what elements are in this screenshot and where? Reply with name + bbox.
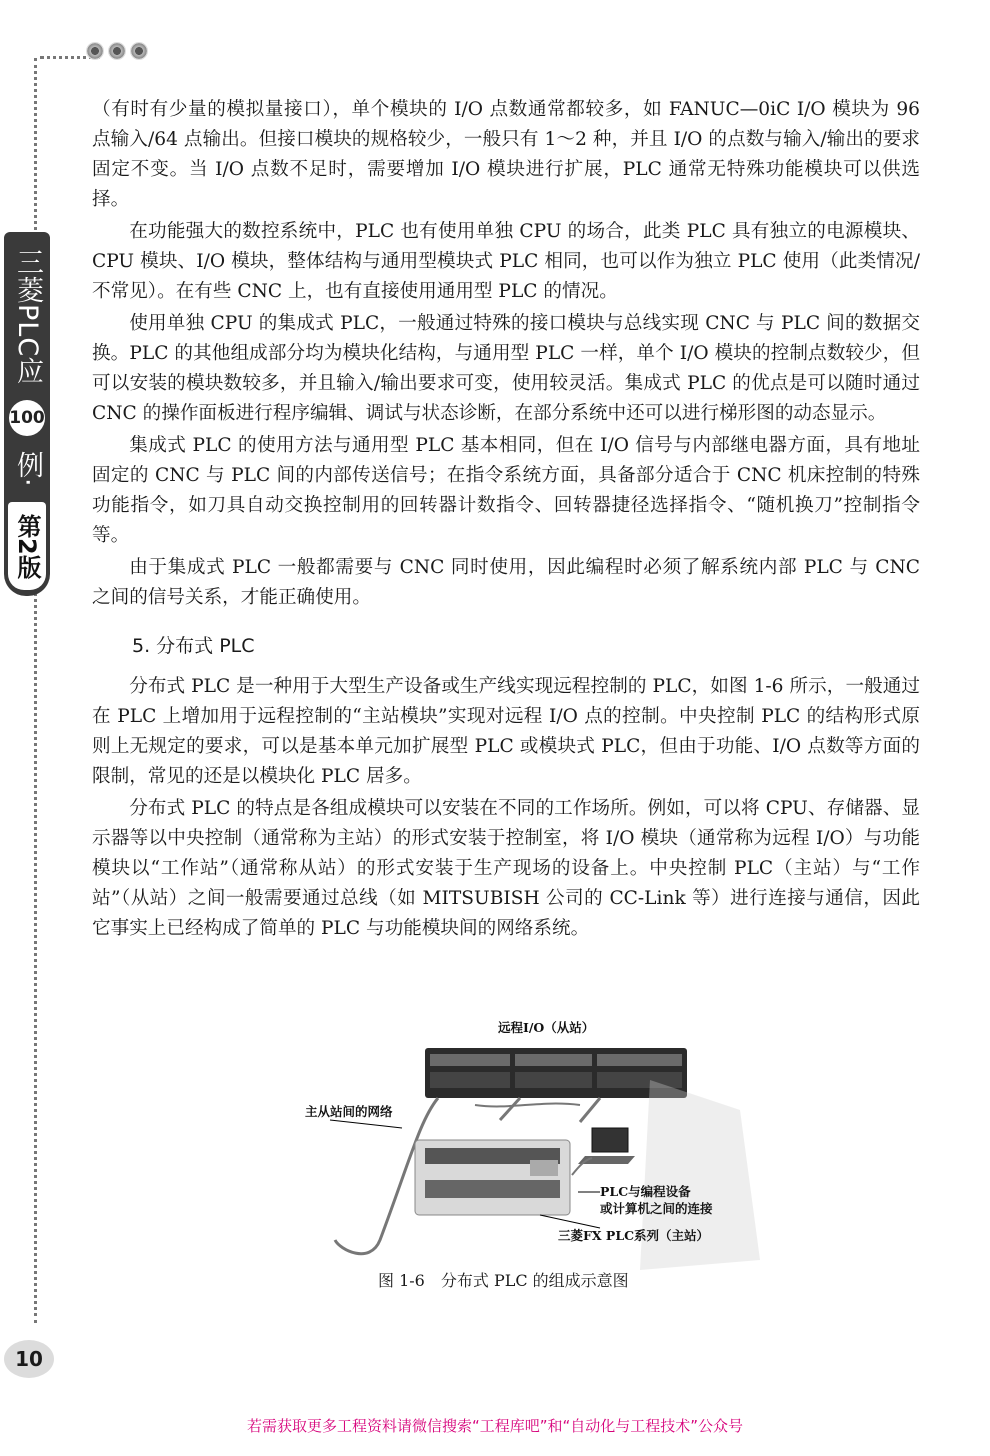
figure-caption: 图 1-6 分布式 PLC 的组成示意图 xyxy=(378,1271,629,1290)
paragraph: 由于集成式 PLC 一般都需要与 CNC 同时使用，因此编程时必须了解系统内部 PLC 与 CNC 之间的信号关系，才能正确使用。 xyxy=(92,557,920,608)
label-network: 主从站间的网络 xyxy=(305,1104,393,1119)
paragraph: 集成式 PLC 的使用方法与通用型 PLC 基本相同，但在 I/O 信号与内部继电器方面，具有地址固定的 CNC 与 PLC 间的内部传送信号；在指令系统方面，具备部分适合于 CNC 机床控制的特殊功能指令，如刀具自动交换控制用的回转器计数指令、回转器捷径选择指令、“随机换刀”控制指令等。 xyxy=(92,435,920,546)
remote-io-module xyxy=(425,1048,520,1098)
figure-distributed-plc xyxy=(180,1010,800,1295)
ornament-flower-icon xyxy=(108,42,126,60)
remote-io-module xyxy=(510,1048,605,1098)
ornament-flower-icon xyxy=(86,42,104,60)
paragraph: 分布式 PLC 是一种用于大型生产设备或生产线实现远程控制的 PLC，如图 1-6 所示，一般通过在 PLC 上增加用于远程控制的“主站模块”实现对远程 I/O 点的控制。中央控制 PLC 的结构形式原则上无规定的要求，可以是基本单元加扩展型 PLC 或模块式 PLC，但由于功能、I/O 点数等方面的限制，常见的还是以模块化 PLC 居多。 xyxy=(92,676,920,787)
paragraph: 在功能强大的数控系统中，PLC 也有使用单独 CPU 的场合，此类 PLC 具有独立的电源模块、CPU 模块、I/O 模块，整体结构与通用型模块式 PLC 相同，也可以作为独立 PLC 使用（此类情况/不常见）。在有些 CNC 上，也有直接使用通用型 PLC 的情况。 xyxy=(92,221,920,302)
footer-note: 若需获取更多工程资料请微信搜索“工程库吧”和“自动化与工程技术”公众号 xyxy=(246,1417,744,1435)
section-heading: 5. 分布式 PLC xyxy=(132,635,255,657)
ornament-flower-icon xyxy=(130,42,148,60)
paragraph: 分布式 PLC 的特点是各组成模块可以安装在不同的工作场所。例如，可以将 CPU、存储器、显示器等以中央控制（通常称为主站）的形式安装于控制室，将 I/O 模块（通常称为远程 I/O）与功能模块以“工作站”（通常称从站）的形式安装于生产现场的设备上。中央控制 PLC（主站）与“工作站”（从站）之间一般需要通过总线（如 MITSUBISH 公司的 CC-Link 等）进行连接与通信，因此它事实上已经构成了简单的 PLC 与功能模块间的网络系统。 xyxy=(92,798,920,939)
paragraph: （有时有少量的模拟量接口），单个模块的 I/O 点数通常都较多，如 FANUC—0iC I/O 模块为 96 点输入/64 点输出。但接口模块的规格较少，一般只有 1～2 种，并且 I/O 的点数与输入/输出的要求固定不变。当 I/O 点数不足时，需要增加 I/O 模块进行扩展，PLC 通常无特殊功能模块可以供选择。 xyxy=(92,99,920,210)
paragraph: 使用单独 CPU 的集成式 PLC，一般通过特殊的接口模块与总线实现 CNC 与 PLC 间的数据交换。PLC 的其他组成部分均为模块化结构，与通用型 PLC 一样，单个 I/O 模块的控制点数较少，但可以安装的模块数较多，并且输入/输出要求可变，使用较灵活。集成式 PLC 的优点是可以随时通过 CNC 的操作面板进行程序编辑、调试与状态诊断，在部分系统中还可以进行梯形图的动态显示。 xyxy=(92,313,920,424)
side-tab-title: 三菱PLC应 xyxy=(12,248,43,386)
side-tab-number: 100 xyxy=(9,400,45,436)
page-number: 10 xyxy=(4,1340,54,1378)
main-text xyxy=(92,95,920,946)
book-title-side-tab xyxy=(4,232,50,596)
label-master-station: 三菱FX PLC系列（主站） xyxy=(558,1228,710,1243)
side-tab-edition: 第2版 xyxy=(8,502,46,590)
label-remote-io: 远程I/O（从站） xyxy=(498,1020,595,1035)
label-programming-line2: 或计算机之间的连接 xyxy=(600,1201,713,1216)
label-programming-line1: PLC与编程设备 xyxy=(600,1184,691,1199)
side-tab-suffix: 例· xyxy=(12,451,43,487)
laptop-icon xyxy=(578,1128,635,1164)
master-plc-unit xyxy=(415,1140,570,1215)
header-ornament xyxy=(86,42,148,60)
